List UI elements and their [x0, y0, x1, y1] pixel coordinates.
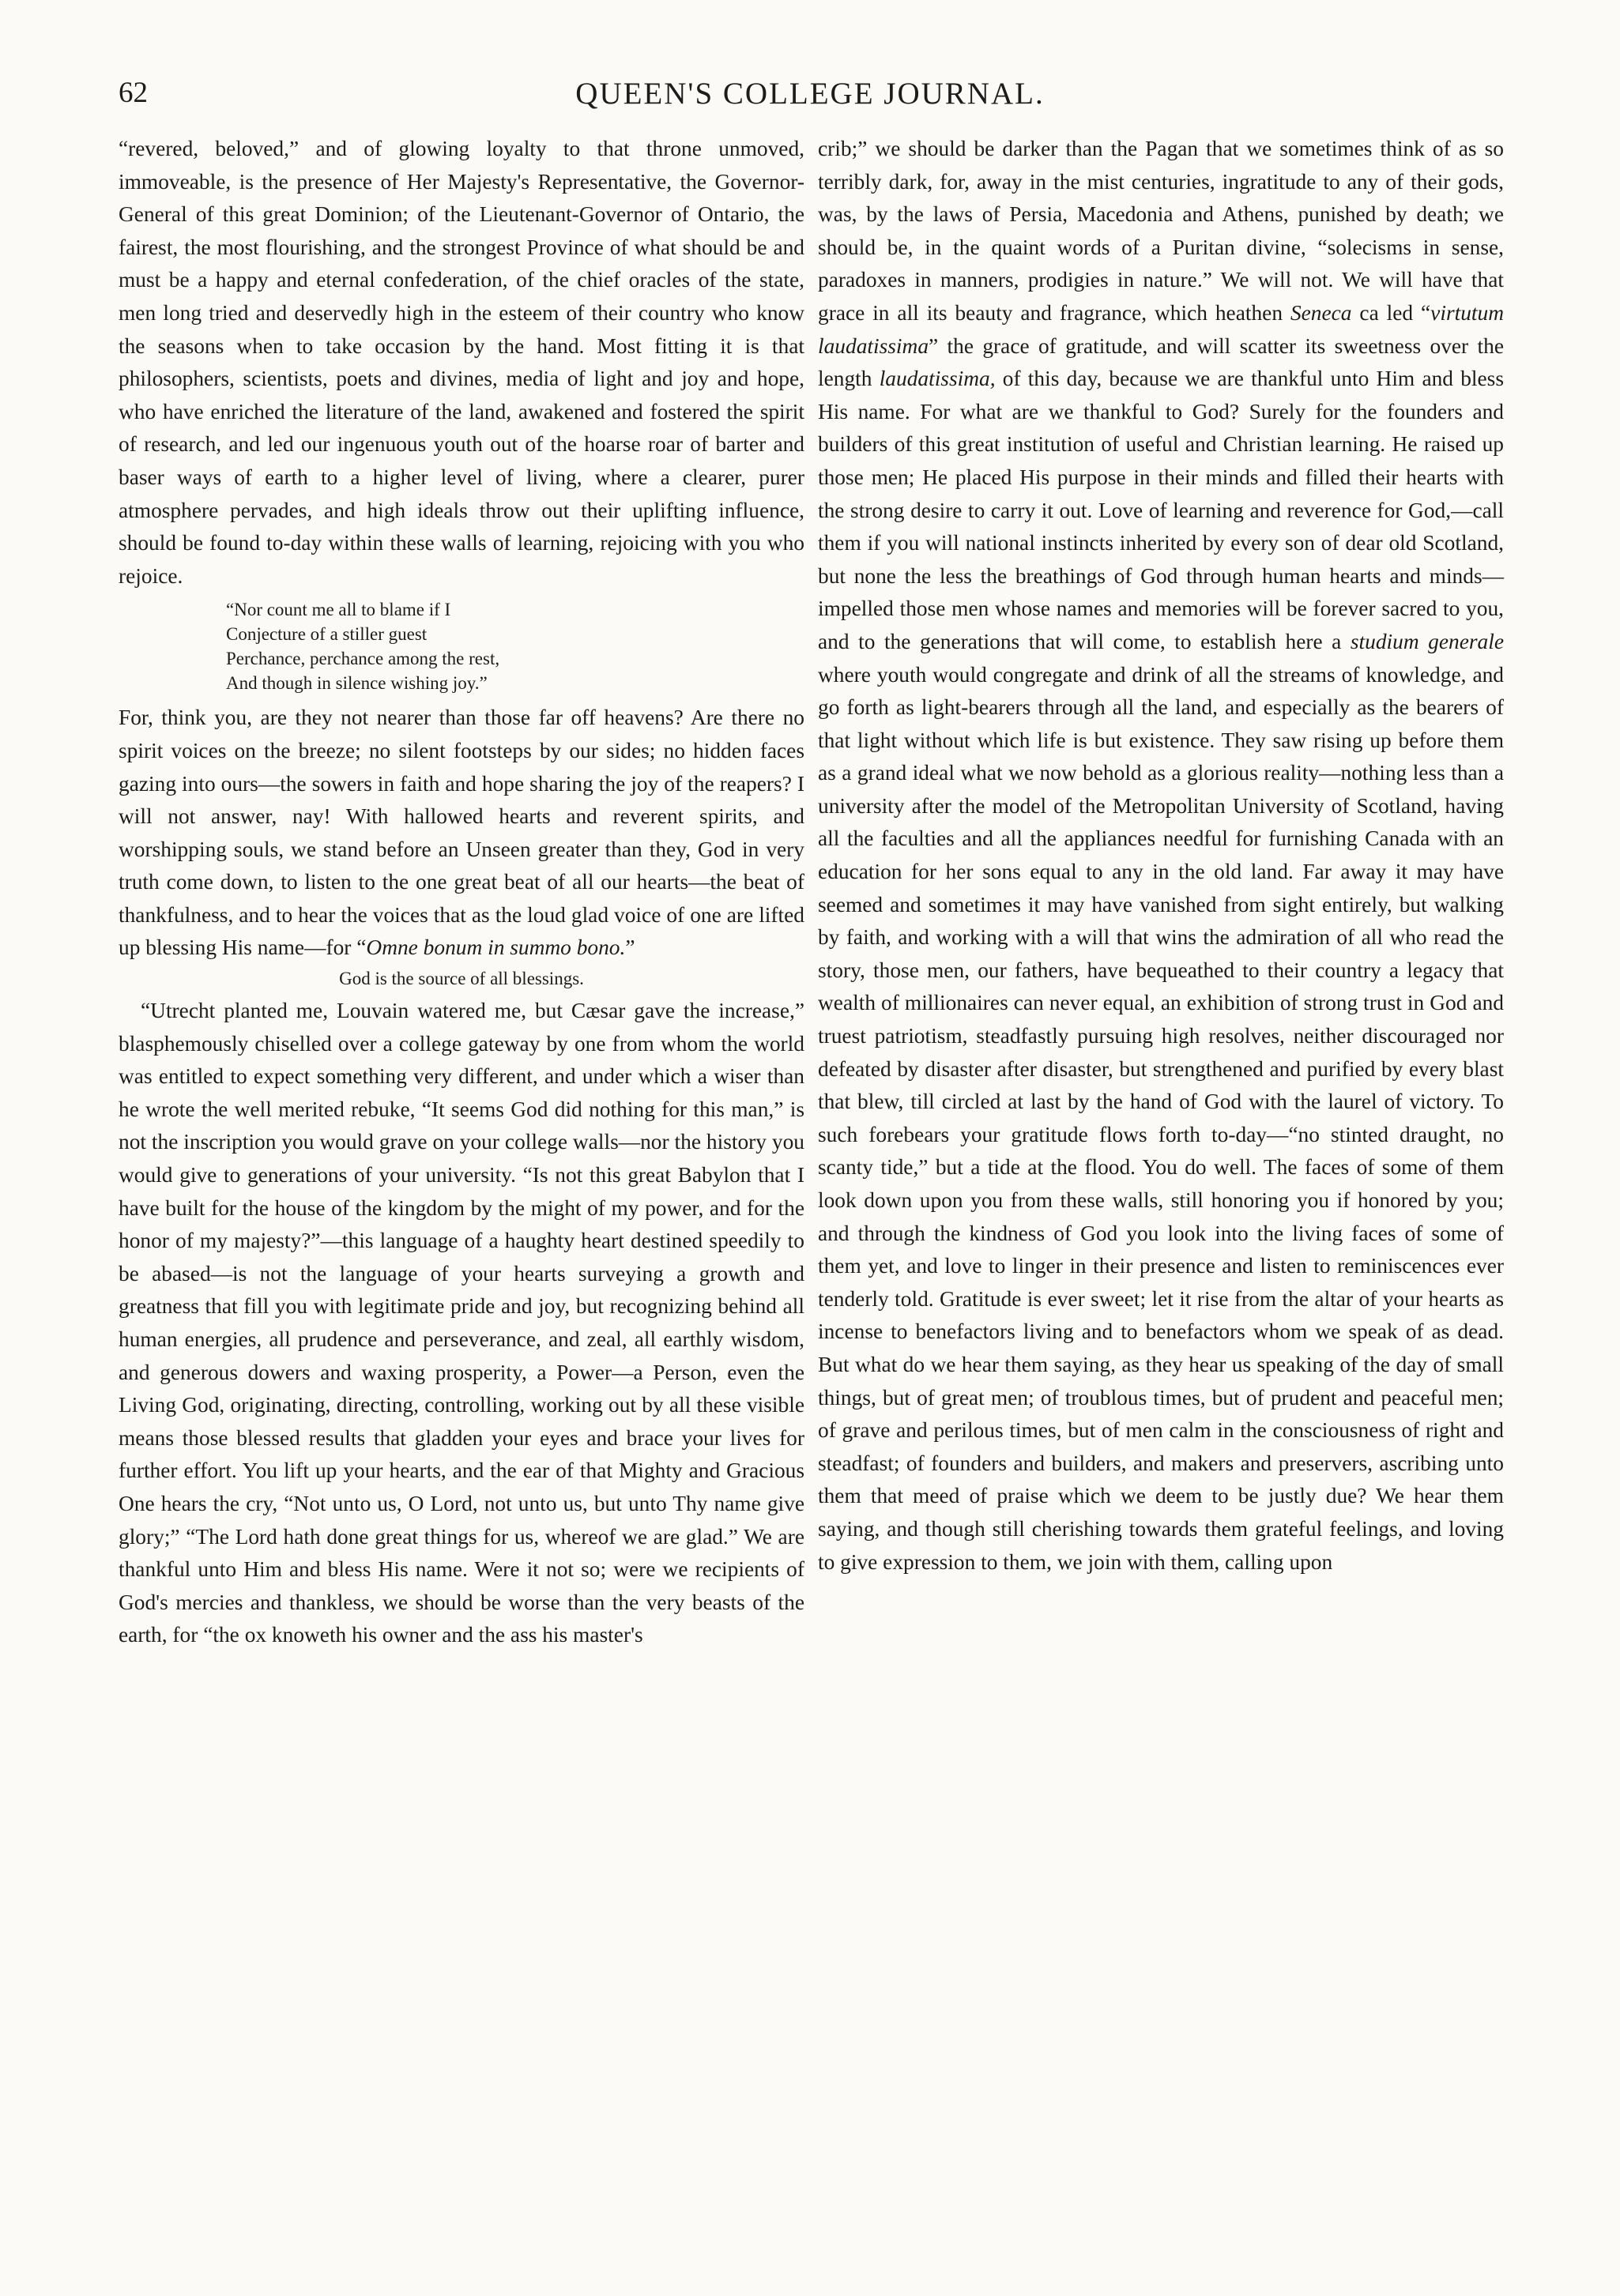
latin-quote: Omne bonum in summo bono.: [366, 935, 626, 960]
paragraph-4-part-e: where youth would congregate and drink of all the streams of knowledge, and go forth as light-bearers through all the land, and especially as the bearers of that light without which life is but existence. They saw rising up before them as a grand ideal what we now behold as a glorious reality—nothing less than a university after the model of the Metropolitan University of Scotland, having all the faculties and all the appliances needful for furnishing Canada with an education for her sons equal to any in the old land. Far away it may have seemed and sometimes it may have vanished from sight entirely, but walking by faith, and working with a will that wins the admiration of all who read the story, those men, our fathers, have bequeathed to their country a legacy that wealth of millionaires can never equal, an exhibition of strong trust in God and truest patriotism, steadfastly pursuing high resolves, neither discouraged nor defeated by disaster after disaster, but strengthened and purified by every blast that blew, till circled at last by the hand of God with the laurel of victory. To such forebears your gratitude flows forth to-day—“no stinted draught, no scanty tide,” but a tide at the flood. You do well. The faces of some of them look down upon you from these walls, still honoring you if honored by you; and through the kindness of God you look into the living faces of some of them yet, and love to linger in their presence and listen to reminiscences ever tenderly told. Gratitude is ever sweet; let it rise from the altar of your hearts as incense to benefactors living and to benefactors whom we speak of as dead. But what do we hear them saying, as they hear us speaking of the day of small things, but of great men; of troublous times, but of prudent and peaceful men; of grave and perilous times, but of men calm in the consciousness of right and steadfast; of founders and builders, and makers and preservers, ascribing unto them that meed of praise which we deem to be justly due? We hear them saying, and though still cherishing towards them grateful feelings, and loving to give expression to them, we join with them, calling upon: [818, 662, 1504, 1574]
right-column: [818, 133, 1504, 1579]
paragraph-1: “revered, beloved,” and of glowing loyalty to that throne unmoved, immoveable, is the presence of Her Majesty's Representative, the Governor-General of this great Dominion; of the Lieutenant-Governor of Ontario, the fairest, the most flourishing, and the strongest Province of what should be and must be a happy and eternal confederation, of the chief oracles of the state, men long tried and deservedly high in the esteem of their country who know the seasons when to take occasion by the hand. Most fitting it is that philosophers, scientists, poets and divines, media of light and joy and hope, who have enriched the literature of the land, awakened and fostered the spirit of research, and led our ingenuous youth out of the hoarse roar of barter and baser ways of earth to a higher level of living, where a clearer, purer atmosphere pervades, and high ideals throw out their uplifting influence, should be found to-day within these walls of learning, rejoicing with you who rejoice.: [119, 137, 804, 588]
paragraph-4-part-c: ” the grace of gratitude, and will scatter its sweetness over the length: [818, 333, 1504, 391]
paragraph-4-part-d: of this day, because we are thankful unto Him and bless His name. For what are we thankful to God? Surely for the founders and builders of this great institution of useful and Christian learning. He raised up those men; He placed His purpose in their minds and filled their hearts with the strong desire to carry it out. Love of learning and reverence for God,—call them if you will national instincts inherited by every son of dear old Scotland, but none the less the breathings of God through human hearts and minds—impelled those men whose names and memories will be forever sacred to you, and to the generations that will come, to establish here a: [818, 367, 1505, 653]
verse-line-2: Conjecture of a stiller guest: [226, 624, 428, 645]
virtutum-quote: virtutum laudatissima: [818, 300, 1504, 358]
paragraph-3: “Utrecht planted me, Louvain watered me, but Cæsar gave the increase,” blasphemously chiselled over a college gateway by one from whom the world was entitled to expect something very different, and under which a wiser than he wrote the well merited rebuke, “It seems God did nothing for this man,” is not the inscription you would grave on your college walls—nor the history you would give to generations of your university. “Is not this great Babylon that I have built for the house of the kingdom by the might of my power, and for the honor of my majesty?”—this language of a haughty heart destined speedily to be abased—is not the language of your hearts surveying a growth and greatness that fill you with legitimate pride and joy, but recognizing behind all human energies, all prudence and perseverance, and zeal, all earthly wisdom, and generous dowers and waxing prosperity, a Power—a Person, even the Living God, originating, directing, controlling, working out by all these visible means those blessed results that gladden your eyes and brace your lives for further effort. You lift up your hearts, and the ear of that Mighty and Gracious One hears the cry, “Not unto us, O Lord, not unto us, but unto Thy name give glory;” “The Lord hath done great things for us, whereof we are glad.” We are thankful unto Him and bless His name. Were it not so; were we recipients of God's mercies and thankless, we should be worse than the very beasts of the earth, for “the ox knoweth his owner and the ass his master's: [119, 999, 804, 1647]
paragraph-2-text: For, think you, are they not nearer than those far off heavens? Are there no spirit voices on the breeze; no silent footsteps by our sides; no hidden faces gazing into ours—the sowers in faith and hope sharing the joy of the reapers? I will not answer, nay! With hallowed hearts and reverent spirits, and worshipping souls, we stand before an Unseen greater than they, God in very truth come down, to listen to the one great beat of all our hearts—the beat of thankfulness, and to hear the voices that as the loud glad voice of one are lifted up blessing His name—for “: [119, 706, 804, 960]
page-header: [0, 76, 1620, 123]
verse-line-4: And though in silence wishing joy.”: [226, 673, 488, 694]
verse-quotation: [226, 597, 804, 695]
laudatissima-word: laudatissima,: [879, 367, 996, 391]
left-column: [119, 133, 804, 1652]
paragraph-2: [119, 702, 804, 965]
studium-generale: studium generale: [1350, 629, 1505, 653]
page-number: 62: [119, 77, 148, 109]
paragraph-4-part-a: crib;” we should be darker than the Pagan that we sometimes think of as so terribly dark, for, away in the mist centuries, ingratitude to any of their gods, was, by the laws of Persia, Macedonia and Athens, punished by death; we should be, in the quaint words of a Puritan divine, “solecisms in sense, paradoxes in manners, prodigies in nature.” We will not. We will have that grace in all its beauty and fragrance, which heathen: [818, 137, 1504, 325]
verse-line-1: “Nor count me all to blame if I: [226, 600, 451, 620]
paragraph-2-end: ”: [625, 935, 635, 960]
verse-line-3: Perchance, perchance among the rest,: [226, 649, 500, 669]
journal-title: QUEEN'S COLLEGE JOURNAL.: [575, 77, 1045, 111]
paragraph-4: [818, 133, 1504, 1579]
seneca-name: Seneca: [1290, 300, 1352, 325]
translation-caption: God is the source of all blessings.: [339, 969, 584, 989]
paragraph-4-part-b: ca led “: [1351, 300, 1431, 325]
